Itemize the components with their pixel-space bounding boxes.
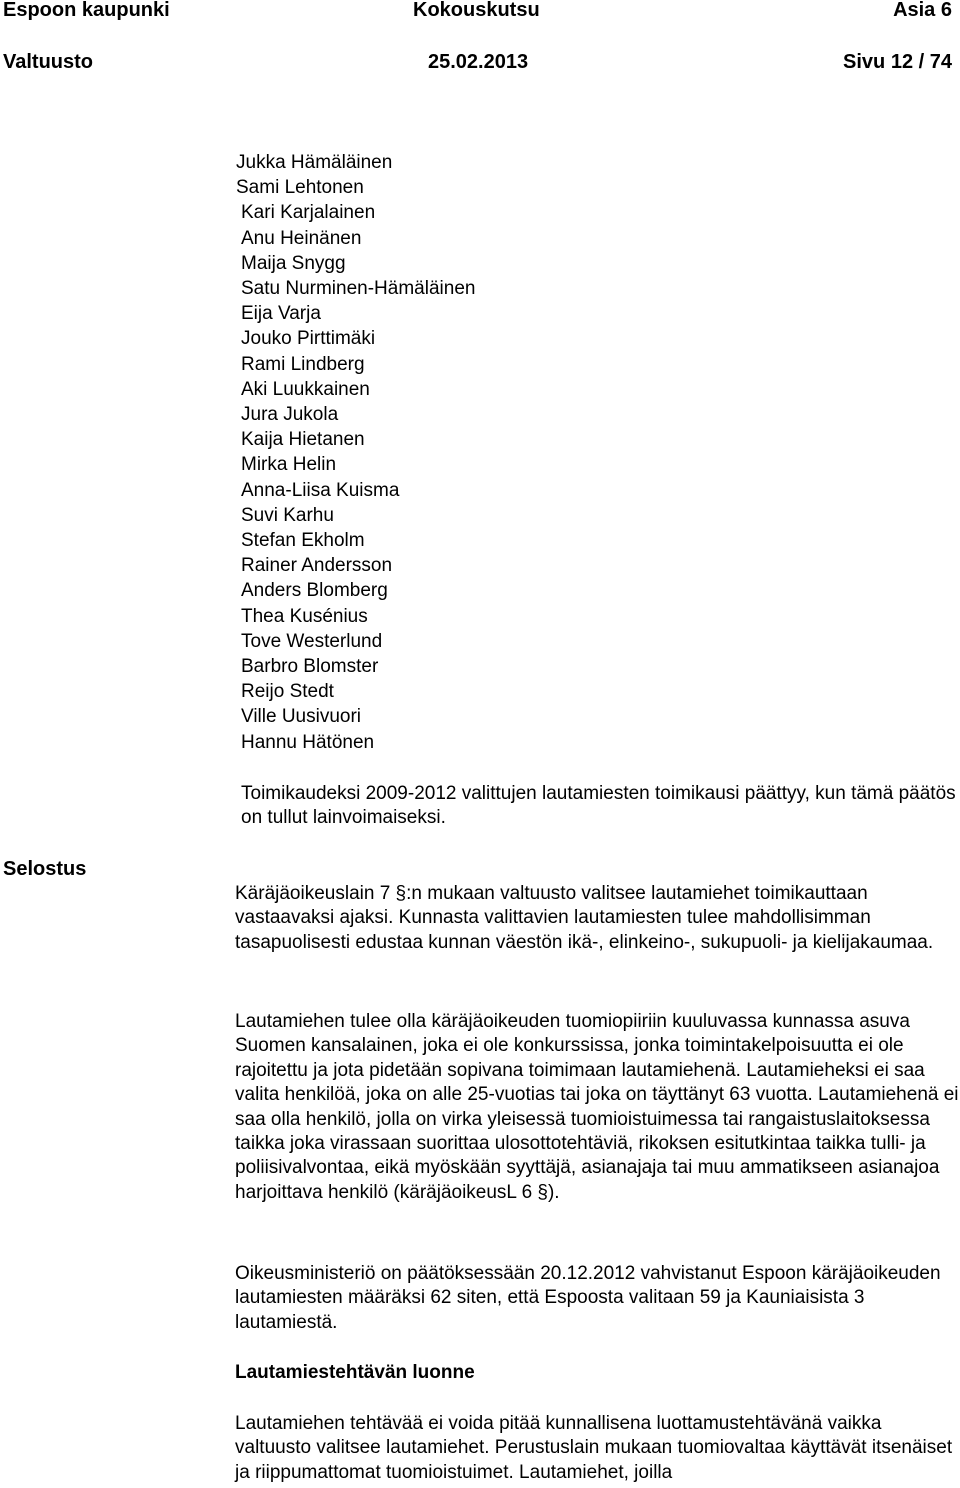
paragraph-eligibility: Lautamiehen tulee olla käräjäoikeuden tuomiopiiriin kuuluvassa kunnassa asuva Suomen kansalainen, joka ei ole konkurssissa, jonka toimintakelpoisuutta ei ole rajoitettu ja jota pidetään sopivana toimimaan lautamiehenä. Lautamieheksi ei saa valita henkilöä, joka on alle 25-vuotias tai joka on täyttänyt 63 vuotta. Lautamiehenä ei saa olla henkilö, jolla on virka yleisessä tuomioistuimessa tai rangaistuslaitoksessa taikka joka virassaan suorittaa ulosottotehtäviä, rikoksen esitutkintaa taikka tulli- ja poliisivalvontaa, eikä myöskään syyttäjä, asianajaja tai muu ammatikseen asianajoa harjoittava henkilö (käräjäoikeusL 6 §). [235, 1011, 959, 1203]
name-item: Sami Lehtonen [236, 177, 364, 199]
name-item: Barbro Blomster [241, 656, 379, 678]
decision-body: Valtuusto [3, 51, 94, 73]
name-item: Jouko Pirttimäki [241, 328, 376, 350]
name-item: Anders Blomberg [241, 580, 388, 602]
page-number: Sivu 12 / 74 [843, 51, 952, 73]
term-note: Toimikaudeksi 2009-2012 valittujen lautamiesten toimikausi päättyy, kun tämä päätös on tullut lainvoimaiseksi. [241, 783, 956, 829]
name-item: Aki Luukkainen [241, 378, 370, 400]
name-item: Hannu Hätönen [241, 731, 375, 753]
organization-name: Espoon kaupunki [3, 0, 170, 21]
document-type: Kokouskutsu [413, 0, 540, 21]
name-item: Rami Lindberg [241, 353, 365, 375]
name-item: Thea Kusénius [241, 605, 368, 627]
name-item: Tove Westerlund [241, 630, 383, 652]
agenda-item: Asia 6 [893, 0, 952, 21]
lay-judge-name-list [236, 150, 475, 755]
name-item: Jura Jukola [241, 404, 339, 426]
name-item: Jukka Hämäläinen [236, 152, 393, 173]
name-item: Rainer Andersson [241, 555, 393, 577]
name-item: Reijo Stedt [241, 681, 334, 703]
name-item: Ville Uusivuori [241, 706, 362, 728]
name-item: Maija Snygg [241, 252, 346, 274]
name-item: Anu Heinänen [241, 227, 362, 249]
meeting-date: 25.02.2013 [428, 51, 529, 73]
name-item: Mirka Helin [241, 454, 337, 476]
section-subheading: Lautamiestehtävän luonne [235, 1362, 475, 1383]
paragraph-selection-law: Käräjäoikeuslain 7 §:n mukaan valtuusto valitsee lautamiehet toimikauttaan vastaavaksi ajaksi. Kunnasta valittavien lautamiesten tulee mahdollisimman tasapuolisesti edustaa kunnan väestön ikä-, elinkeino-, sukupuoli- ja kielijakaumaa. [235, 883, 934, 953]
name-item: Anna-Liisa Kuisma [241, 479, 400, 501]
name-item: Stefan Ekholm [241, 530, 365, 552]
name-item: Suvi Karhu [241, 504, 334, 526]
name-item: Kari Karjalainen [241, 202, 376, 224]
paragraph-nature-of-duty: Lautamiehen tehtävää ei voida pitää kunnallisena luottamustehtävänä vaikka valtuusto valitsee lautamiehet. Perustuslain mukaan tuomiovaltaa käyttävät itsenäiset ja riippumattomat tuomioistuimet. Lautamiehet, joilla [235, 1413, 953, 1483]
name-item: Satu Nurminen-Hämäläinen [241, 278, 476, 300]
name-item: Kaija Hietanen [241, 429, 365, 451]
paragraph-ministry-decision: Oikeusministeriö on päätöksessään 20.12.2012 vahvistanut Espoon käräjäoikeuden lautamiesten määräksi 62 siten, että Espoosta valitaan 59 ja Kauniaisista 3 lautamiestä. [235, 1263, 941, 1333]
section-label: Selostus [3, 858, 87, 880]
name-item: Eija Varja [241, 303, 321, 325]
